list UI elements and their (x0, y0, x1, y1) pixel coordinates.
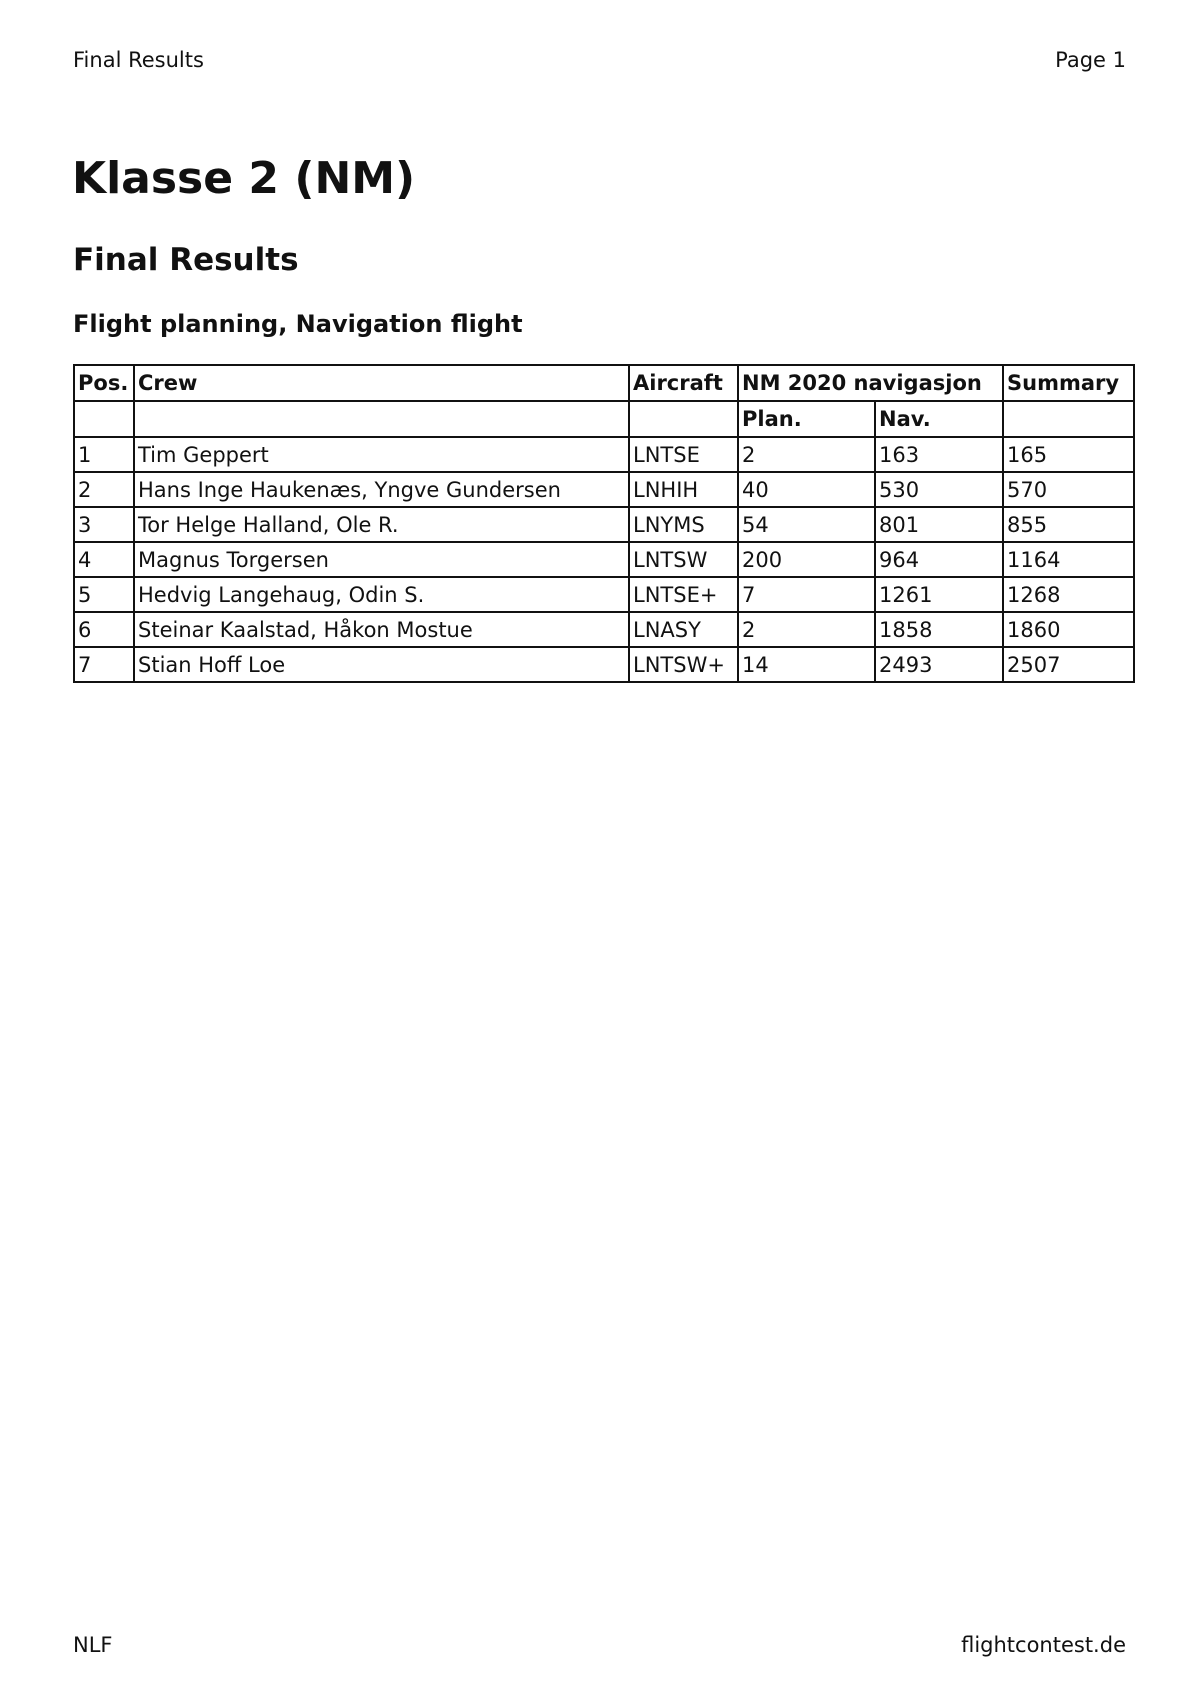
cell-aircraft: LNTSE (629, 437, 738, 472)
cell-crew: Tor Helge Halland, Ole R. (134, 507, 629, 542)
header-task: NM 2020 navigasjon (738, 365, 1003, 401)
cell-pos: 3 (74, 507, 134, 542)
cell-summary: 855 (1003, 507, 1134, 542)
cell-plan: 2 (738, 437, 875, 472)
table-row (74, 472, 1134, 507)
subheader-empty (629, 401, 738, 437)
cell-nav: 163 (875, 437, 1003, 472)
cell-plan: 2 (738, 612, 875, 647)
cell-summary: 1164 (1003, 542, 1134, 577)
cell-aircraft: LNTSE+ (629, 577, 738, 612)
cell-nav: 801 (875, 507, 1003, 542)
cell-plan: 14 (738, 647, 875, 682)
cell-pos: 2 (74, 472, 134, 507)
cell-crew: Tim Geppert (134, 437, 629, 472)
cell-crew: Hedvig Langehaug, Odin S. (134, 577, 629, 612)
cell-summary: 2507 (1003, 647, 1134, 682)
cell-nav: 964 (875, 542, 1003, 577)
cell-nav: 2493 (875, 647, 1003, 682)
section-title: Flight planning, Navigation flight (73, 310, 523, 338)
table-row (74, 647, 1134, 682)
footer-website: flightcontest.de (961, 1633, 1126, 1657)
cell-summary: 1860 (1003, 612, 1134, 647)
cell-nav: 1858 (875, 612, 1003, 647)
document-subtitle: Final Results (73, 242, 299, 278)
table-row (74, 612, 1134, 647)
cell-crew: Hans Inge Haukenæs, Yngve Gundersen (134, 472, 629, 507)
header-nav: Nav. (875, 401, 1003, 437)
cell-summary: 570 (1003, 472, 1134, 507)
footer-organization: NLF (73, 1633, 113, 1657)
results-table (73, 364, 1135, 683)
header-pos: Pos. (74, 365, 134, 401)
table-subheader-row (74, 401, 1134, 437)
subheader-empty (1003, 401, 1134, 437)
cell-pos: 5 (74, 577, 134, 612)
cell-crew: Magnus Torgersen (134, 542, 629, 577)
header-crew: Crew (134, 365, 629, 401)
table-row (74, 507, 1134, 542)
cell-aircraft: LNTSW+ (629, 647, 738, 682)
cell-summary: 1268 (1003, 577, 1134, 612)
header-summary: Summary (1003, 365, 1134, 401)
cell-crew: Stian Hoff Loe (134, 647, 629, 682)
cell-plan: 54 (738, 507, 875, 542)
cell-crew: Steinar Kaalstad, Håkon Mostue (134, 612, 629, 647)
cell-plan: 7 (738, 577, 875, 612)
cell-plan: 200 (738, 542, 875, 577)
document-title: Klasse 2 (NM) (72, 153, 416, 204)
cell-aircraft: LNASY (629, 612, 738, 647)
table-header-row (74, 365, 1134, 401)
cell-pos: 4 (74, 542, 134, 577)
cell-nav: 1261 (875, 577, 1003, 612)
cell-nav: 530 (875, 472, 1003, 507)
header-plan: Plan. (738, 401, 875, 437)
cell-pos: 6 (74, 612, 134, 647)
cell-aircraft: LNHIH (629, 472, 738, 507)
subheader-empty (134, 401, 629, 437)
cell-plan: 40 (738, 472, 875, 507)
table-row (74, 577, 1134, 612)
cell-aircraft: LNTSW (629, 542, 738, 577)
cell-pos: 7 (74, 647, 134, 682)
table-row (74, 542, 1134, 577)
cell-aircraft: LNYMS (629, 507, 738, 542)
page-number: Page 1 (1055, 48, 1126, 72)
page-header-title: Final Results (73, 48, 204, 72)
subheader-empty (74, 401, 134, 437)
cell-summary: 165 (1003, 437, 1134, 472)
cell-pos: 1 (74, 437, 134, 472)
header-aircraft: Aircraft (629, 365, 738, 401)
table-row (74, 437, 1134, 472)
